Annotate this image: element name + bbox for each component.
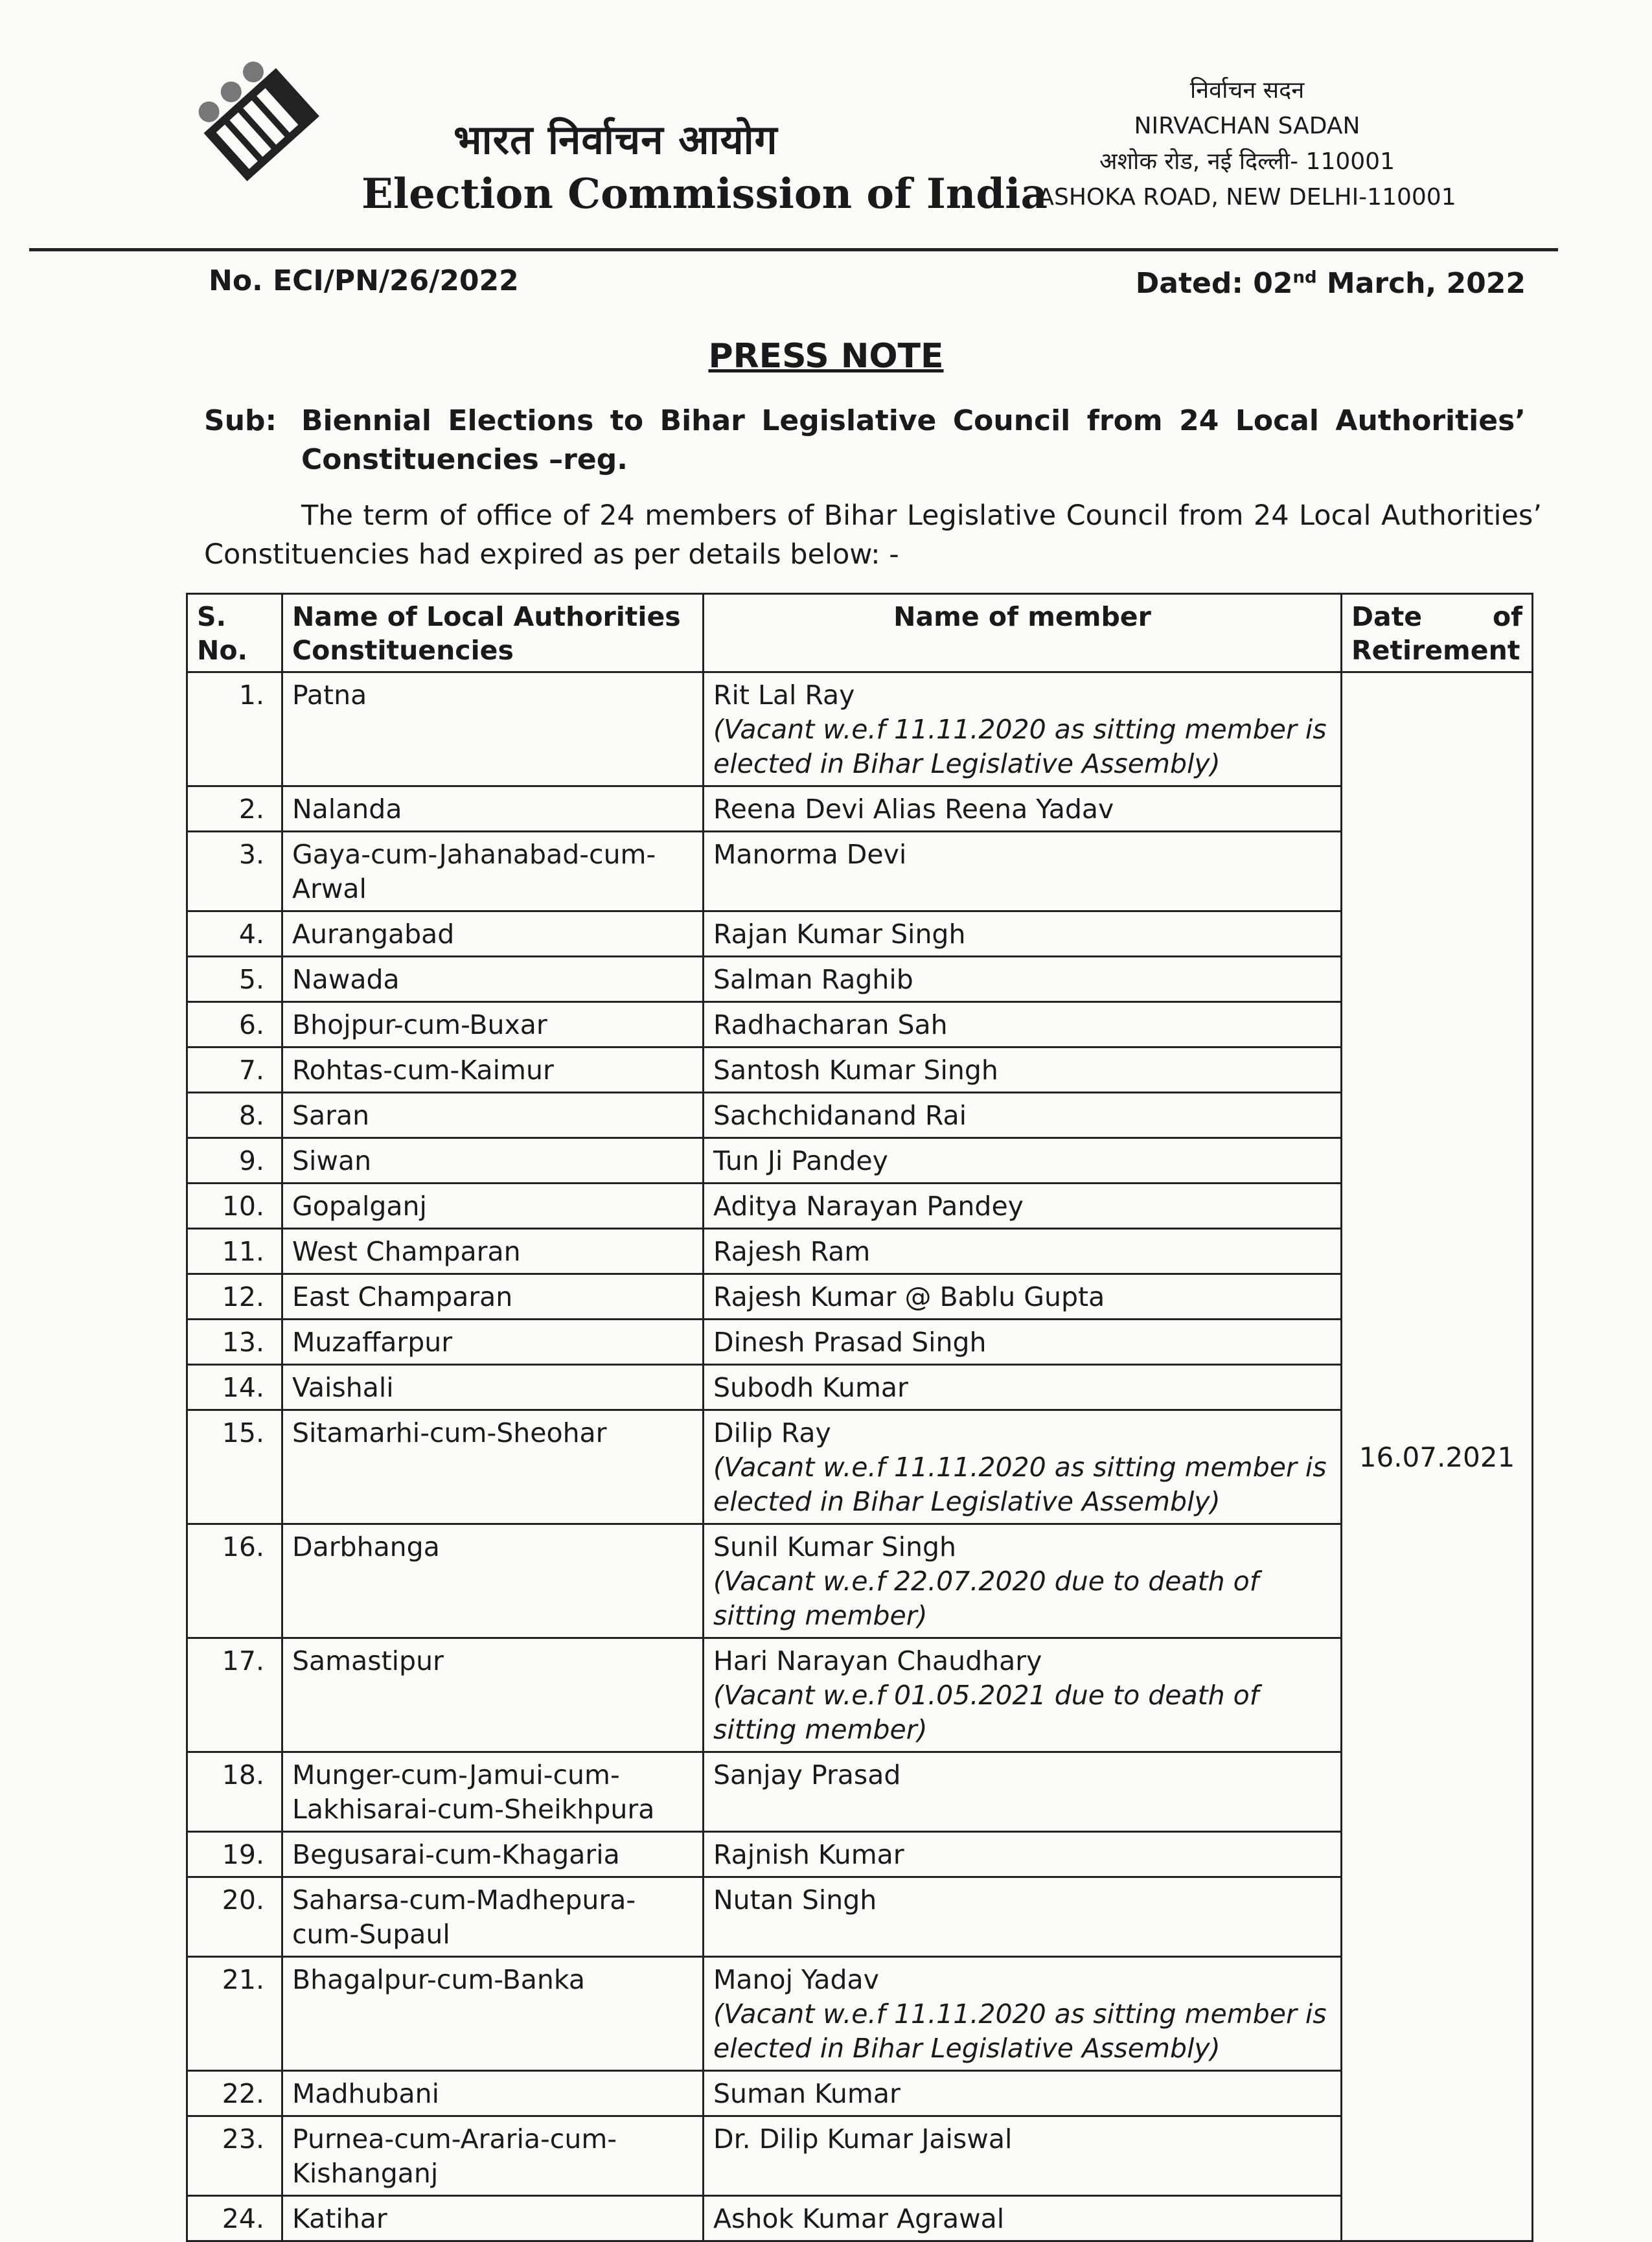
subject-line	[204, 402, 1526, 479]
cell-sno: 15.	[187, 1410, 282, 1524]
cell-member	[704, 786, 1342, 832]
cell-sno: 3.	[187, 832, 282, 911]
table-row	[187, 2071, 1533, 2116]
member-name: Dinesh Prasad Singh	[713, 1327, 987, 1358]
cell-member	[704, 1957, 1342, 2071]
cell-member	[704, 1047, 1342, 1093]
cell-member	[704, 2116, 1342, 2196]
member-name: Dr. Dilip Kumar Jaiswal	[713, 2123, 1013, 2155]
table-row	[187, 1365, 1533, 1410]
cell-member	[704, 1832, 1342, 1877]
table-row	[187, 786, 1533, 832]
table-row	[187, 1002, 1533, 1047]
cell-member	[704, 2196, 1342, 2241]
member-name: Reena Devi Alias Reena Yadav	[713, 794, 1114, 825]
cell-member	[704, 1093, 1342, 1138]
table-row	[187, 1752, 1533, 1832]
member-name: Santosh Kumar Singh	[713, 1055, 998, 1086]
cell-constituency: Saharsa-cum-Madhepura-cum-Supaul	[282, 1877, 704, 1957]
cell-sno: 14.	[187, 1365, 282, 1410]
member-name: Rit Lal Ray	[713, 680, 855, 711]
member-name: Tun Ji Pandey	[713, 1145, 888, 1176]
member-name: Salman Raghib	[713, 964, 913, 995]
table-row	[187, 1184, 1533, 1229]
vacancy-note: (Vacant w.e.f 11.11.2020 as sitting member is elected in Bihar Legislative Assembly)	[713, 1452, 1327, 1517]
reference-number: No. ECI/PN/26/2022	[209, 264, 519, 297]
cell-constituency: Muzaffarpur	[282, 1320, 704, 1365]
table-row	[187, 1229, 1533, 1274]
members-table-container	[186, 593, 1532, 2242]
cell-constituency: Madhubani	[282, 2071, 704, 2116]
cell-member	[704, 672, 1342, 786]
table-row	[187, 672, 1533, 786]
header-member: Name of member	[704, 594, 1342, 672]
member-name: Radhacharan Sah	[713, 1009, 948, 1040]
cell-sno: 4.	[187, 911, 282, 957]
table-row	[187, 1638, 1533, 1752]
member-name: Manorma Devi	[713, 839, 907, 870]
table-row	[187, 1877, 1533, 1957]
member-name: Rajesh Kumar @ Bablu Gupta	[713, 1281, 1105, 1312]
cell-sno: 8.	[187, 1093, 282, 1138]
table-row	[187, 1832, 1533, 1877]
table-row	[187, 1320, 1533, 1365]
cell-constituency: Purnea-cum-Araria-cum-Kishanganj	[282, 2116, 704, 2196]
member-name: Aditya Narayan Pandey	[713, 1191, 1024, 1222]
cell-member	[704, 1138, 1342, 1184]
cell-constituency: Samastipur	[282, 1638, 704, 1752]
cell-constituency: Katihar	[282, 2196, 704, 2241]
cell-constituency: Gopalganj	[282, 1184, 704, 1229]
table-row	[187, 957, 1533, 1002]
cell-constituency: Saran	[282, 1093, 704, 1138]
cell-member	[704, 1274, 1342, 1320]
member-name: Manoj Yadav	[713, 1964, 879, 1995]
cell-constituency: Patna	[282, 672, 704, 786]
subject-text: Biennial Elections to Bihar Legislative Council from 24 Local Authorities’ Constituencies –reg.	[301, 404, 1526, 476]
cell-constituency: Munger-cum-Jamui-cum-Lakhisarai-cum-Sheikhpura	[282, 1752, 704, 1832]
cell-sno: 7.	[187, 1047, 282, 1093]
cell-member	[704, 1524, 1342, 1638]
cell-sno: 12.	[187, 1274, 282, 1320]
cell-member	[704, 1752, 1342, 1832]
cell-member	[704, 2071, 1342, 2116]
cell-sno: 16.	[187, 1524, 282, 1638]
member-name: Sanjay Prasad	[713, 1759, 901, 1790]
eci-logo	[170, 39, 345, 201]
table-row	[187, 1524, 1533, 1638]
cell-constituency: Sitamarhi-cum-Sheohar	[282, 1410, 704, 1524]
member-name: Hari Narayan Chaudhary	[713, 1645, 1042, 1676]
cell-sno: 23.	[187, 2116, 282, 2196]
cell-constituency: Bhagalpur-cum-Banka	[282, 1957, 704, 2071]
table-row	[187, 1957, 1533, 2071]
header-constituency: Name of Local Authorities Constituencies	[282, 594, 704, 672]
cell-sno: 5.	[187, 957, 282, 1002]
cell-constituency: Nawada	[282, 957, 704, 1002]
table-row	[187, 1274, 1533, 1320]
member-name: Rajnish Kumar	[713, 1839, 904, 1870]
cell-sno: 9.	[187, 1138, 282, 1184]
cell-member	[704, 1365, 1342, 1410]
vacancy-note: (Vacant w.e.f 11.11.2020 as sitting member is elected in Bihar Legislative Assembly)	[713, 1998, 1327, 2064]
table-row	[187, 1138, 1533, 1184]
cell-constituency: Nalanda	[282, 786, 704, 832]
address-block	[972, 73, 1522, 215]
cell-sno: 22.	[187, 2071, 282, 2116]
address-line: निर्वाचन सदन	[1189, 77, 1305, 104]
subject-label: Sub:	[204, 404, 277, 437]
cell-constituency: West Champaran	[282, 1229, 704, 1274]
cell-member	[704, 1877, 1342, 1957]
cell-constituency: Siwan	[282, 1138, 704, 1184]
address-line: अशोक रोड, नई दिल्ली- 110001	[1099, 148, 1395, 175]
members-table	[186, 593, 1533, 2242]
cell-member	[704, 1002, 1342, 1047]
table-row	[187, 1410, 1533, 1524]
table-row	[187, 911, 1533, 957]
vacancy-note: (Vacant w.e.f 22.07.2020 due to death of sitting member)	[713, 1566, 1259, 1631]
cell-sno: 11.	[187, 1229, 282, 1274]
org-name-hindi: भारत निर्वाचन आयोग	[453, 116, 778, 163]
cell-sno: 20.	[187, 1877, 282, 1957]
cell-member	[704, 1229, 1342, 1274]
cell-constituency: Bhojpur-cum-Buxar	[282, 1002, 704, 1047]
document-date: Dated: 02nd March, 2022	[1135, 267, 1526, 300]
header-divider	[29, 248, 1558, 251]
cell-constituency: Aurangabad	[282, 911, 704, 957]
cell-retirement-date: 16.07.2021	[1342, 672, 1533, 2241]
cell-member	[704, 832, 1342, 911]
cell-sno: 17.	[187, 1638, 282, 1752]
member-name: Subodh Kumar	[713, 1372, 908, 1403]
member-name: Rajesh Ram	[713, 1236, 871, 1267]
member-name: Sachchidanand Rai	[713, 1100, 967, 1131]
cell-member	[704, 1410, 1342, 1524]
cell-member	[704, 1320, 1342, 1365]
cell-sno: 24.	[187, 2196, 282, 2241]
cell-member	[704, 911, 1342, 957]
member-name: Sunil Kumar Singh	[713, 1531, 957, 1562]
cell-sno: 18.	[187, 1752, 282, 1832]
table-row	[187, 2196, 1533, 2241]
table-row	[187, 1093, 1533, 1138]
cell-constituency: Begusarai-cum-Khagaria	[282, 1832, 704, 1877]
cell-sno: 21.	[187, 1957, 282, 2071]
table-row	[187, 832, 1533, 911]
member-name: Rajan Kumar Singh	[713, 919, 966, 950]
cell-sno: 13.	[187, 1320, 282, 1365]
cell-constituency: East Champaran	[282, 1274, 704, 1320]
cell-member	[704, 1638, 1342, 1752]
table-row	[187, 1047, 1533, 1093]
cell-constituency: Gaya-cum-Jahanabad-cum-Arwal	[282, 832, 704, 911]
cell-constituency: Rohtas-cum-Kaimur	[282, 1047, 704, 1093]
org-name-english: Election Commission of India	[361, 170, 1048, 218]
cell-member	[704, 1184, 1342, 1229]
cell-constituency: Vaishali	[282, 1365, 704, 1410]
cell-member	[704, 957, 1342, 1002]
header-sno: S. No.	[187, 594, 282, 672]
member-name: Nutan Singh	[713, 1884, 877, 1916]
page-title: PRESS NOTE	[708, 337, 944, 376]
table-header-row	[187, 594, 1533, 672]
cell-sno: 6.	[187, 1002, 282, 1047]
vacancy-note: (Vacant w.e.f 01.05.2021 due to death of sitting member)	[713, 1680, 1259, 1745]
cell-sno: 19.	[187, 1832, 282, 1877]
address-line: NIRVACHAN SADAN	[1134, 113, 1360, 139]
address-line: ASHOKA ROAD, NEW DELHI-110001	[1038, 184, 1456, 211]
cell-sno: 10.	[187, 1184, 282, 1229]
vacancy-note: (Vacant w.e.f 11.11.2020 as sitting member is elected in Bihar Legislative Assembly)	[713, 714, 1327, 779]
cell-sno: 1.	[187, 672, 282, 786]
member-name: Ashok Kumar Agrawal	[713, 2203, 1005, 2234]
intro-paragraph: The term of office of 24 members of Bihar Legislative Council from 24 Local Authorities’ Constituencies had expired as per details below: -	[204, 499, 1542, 571]
table-row	[187, 2116, 1533, 2196]
cell-sno: 2.	[187, 786, 282, 832]
cell-constituency: Darbhanga	[282, 1524, 704, 1638]
member-name: Dilip Ray	[713, 1417, 831, 1448]
header-date: Date of Retirement	[1342, 594, 1533, 672]
member-name: Suman Kumar	[713, 2078, 901, 2109]
